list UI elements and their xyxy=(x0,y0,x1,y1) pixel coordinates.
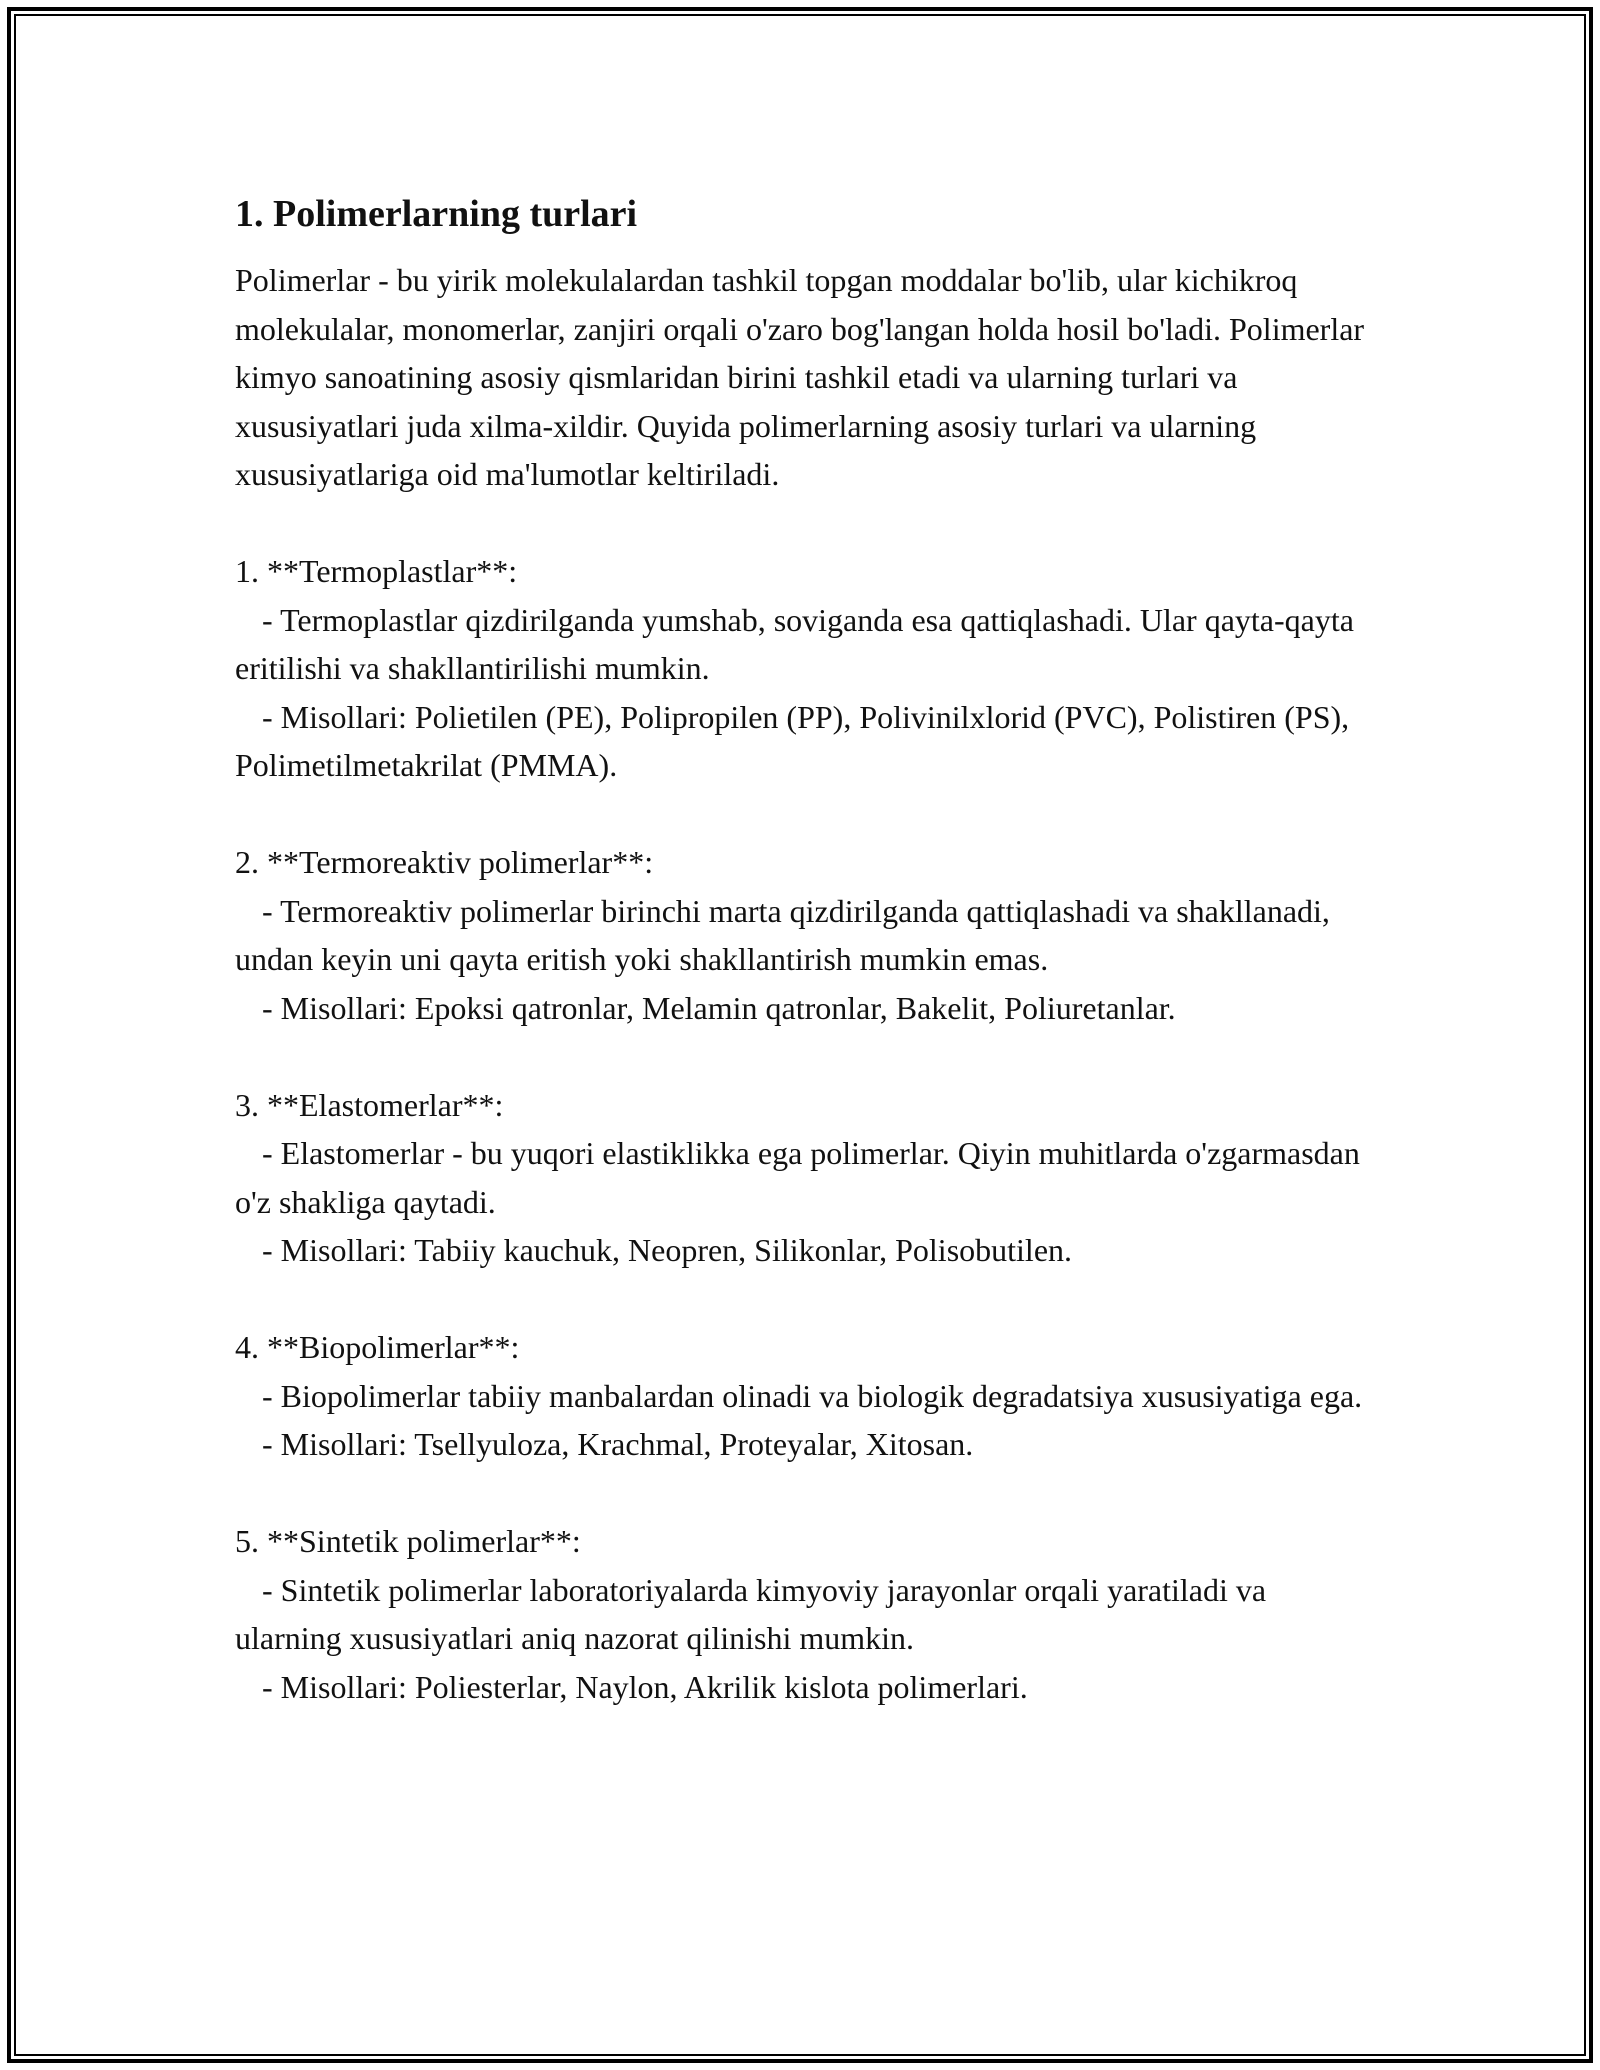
section-description: - Termoplastlar qizdirilganda yumshab, soviganda esa qattiqlashadi. Ular qayta-qayta eritilishi va shakllantirilishi mumkin. xyxy=(235,601,1354,686)
section-examples: - Misollari: Tabiiy kauchuk, Neopren, Silikonlar, Polisobutilen. xyxy=(262,1232,1073,1268)
page-title: 1. Polimerlarning turlari xyxy=(235,193,638,235)
section-examples: - Misollari: Epoksi qatronlar, Melamin qatronlar, Bakelit, Poliuretanlar. xyxy=(262,989,1176,1026)
section-termoplastlar xyxy=(235,547,1375,790)
section-termoreaktiv-polimerlar xyxy=(235,838,1375,1032)
section-examples: - Misollari: Tsellyuloza, Krachmal, Proteyalar, Xitosan. xyxy=(262,1426,974,1462)
section-title: 1. **Termoplastlar**: xyxy=(235,553,518,589)
section-sintetik-polimerlar xyxy=(235,1517,1375,1711)
section-title: 4. **Biopolimerlar**: xyxy=(235,1329,520,1365)
section-title: 3. **Elastomerlar**: xyxy=(235,1086,504,1123)
section-examples: - Misollari: Polietilen (PE), Polipropilen (PP), Polivinilxlorid (PVC), Polistiren (PS), Polimetilmetakrilat (PMMA). xyxy=(235,698,1350,783)
section-description: - Elastomerlar - bu yuqori elastiklikka ega polimerlar. Qiyin muhitlarda o'zgarmasdan o'z shakliga qaytadi. xyxy=(235,1135,1360,1220)
section-title: 2. **Termoreaktiv polimerlar**: xyxy=(235,844,654,880)
section-examples: - Misollari: Poliesterlar, Naylon, Akrilik kislota polimerlari. xyxy=(262,1668,1028,1705)
section-description: - Sintetik polimerlar laboratoriyalarda kimyoviy jarayonlar orqali yaratiladi va ularning xususiyatlari aniq nazorat qilinishi mumkin. xyxy=(235,1571,1267,1656)
section-elastomerlar xyxy=(235,1081,1375,1275)
section-biopolimerlar xyxy=(235,1323,1375,1469)
section-description: - Biopolimerlar tabiiy manbalardan olinadi va biologik degradatsiya xususiyatiga ega. xyxy=(262,1377,1363,1414)
document-body xyxy=(235,188,1375,1711)
section-title: 5. **Sintetik polimerlar**: xyxy=(235,1523,581,1559)
section-description: - Termoreaktiv polimerlar birinchi marta qizdirilganda qattiqlashadi va shakllanadi, undan keyin uni qayta eritish yoki shakllantirish mumkin emas. xyxy=(235,892,1330,977)
intro-paragraph: Polimerlar - bu yirik molekulalardan tashkil topgan moddalar bo'lib, ular kichikroq molekulalar, monomerlar, zanjiri orqali o'zaro bog'langan holda hosil bo'ladi. Polimerlar kimyo sanoatining asosiy qismlaridan birini tashkil etadi va ularning turlari va xususiyatlari juda xilma-xildir. Quyida polimerlarning asosiy turlari va ularning xususiyatlariga oid ma'lumotlar keltiriladi. xyxy=(235,262,1365,492)
